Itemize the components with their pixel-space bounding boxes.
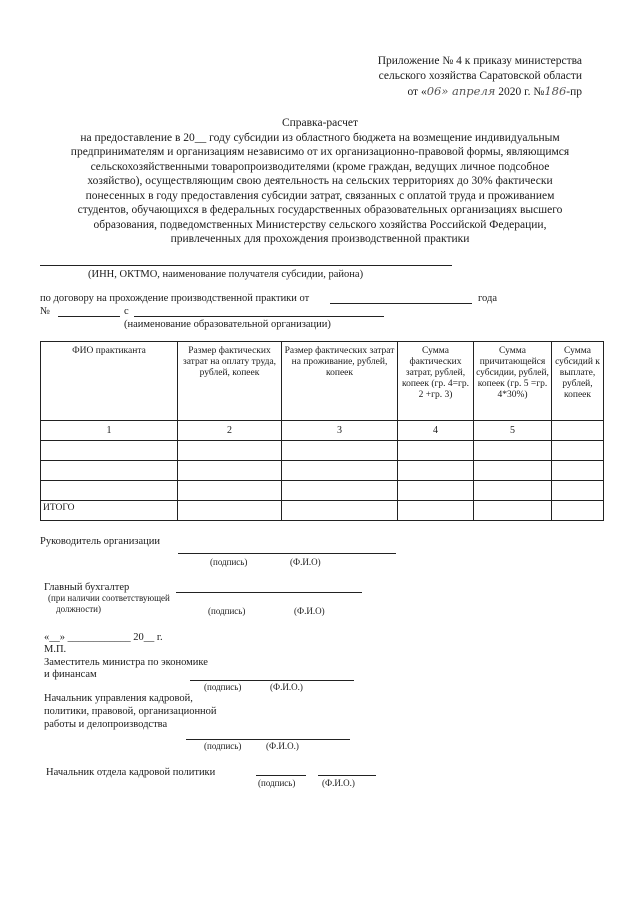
signature-caption: (подпись) <box>210 557 248 567</box>
column-number <box>552 421 604 441</box>
title-line: предпринимателям и организациям независимо от их организационно-правовой формы, являющимся <box>70 146 570 158</box>
table-cell[interactable] <box>398 501 474 521</box>
column-number: 3 <box>282 421 398 441</box>
date-year: 2020 г. № <box>495 86 545 98</box>
order-reference <box>320 54 582 100</box>
contract-label: по договору на прохождение производственной практики от <box>40 293 310 304</box>
column-number: 4 <box>398 421 474 441</box>
organization-caption: (наименование образовательной организации) <box>124 319 331 330</box>
contract-organization-field[interactable] <box>134 316 384 317</box>
table-cell[interactable] <box>282 461 398 481</box>
table-cell[interactable] <box>178 461 282 481</box>
table-cell[interactable] <box>552 461 604 481</box>
contract-date-field[interactable] <box>330 303 472 304</box>
column-header: Размер фактических затрат на оплату труда, рублей, копеек <box>178 342 282 421</box>
table-cell[interactable] <box>178 501 282 521</box>
column-number: 5 <box>474 421 552 441</box>
table-cell[interactable] <box>41 481 178 501</box>
table-cell[interactable] <box>178 441 282 461</box>
column-header: Сумма причитающейся субсидии, рублей, копеек (гр. 5 =гр. 4*30%) <box>474 342 552 421</box>
fio-caption: (Ф.И.О) <box>290 557 321 567</box>
table-row <box>41 441 604 461</box>
accountant-note-line-1: (при наличии соответствующей <box>48 593 170 603</box>
column-number-row <box>41 421 604 441</box>
table-cell[interactable] <box>398 481 474 501</box>
recipient-fill-line[interactable] <box>40 265 452 266</box>
document-title: Справка-расчет <box>281 117 359 129</box>
total-label: ИТОГО <box>41 501 178 521</box>
order-suffix: -пр <box>566 86 582 98</box>
title-line: сельскохозяйственными товаропроизводителями (кроме граждан, ведущих личное подсобное <box>90 160 550 173</box>
accountant-note-line-2: должности) <box>56 604 101 614</box>
table-cell[interactable] <box>41 441 178 461</box>
header-line-2: сельского хозяйства Саратовской области <box>378 70 582 82</box>
deputy-signature-line[interactable] <box>190 680 354 681</box>
table-cell[interactable] <box>398 441 474 461</box>
calculation-table <box>40 341 604 521</box>
date-prefix: от « <box>407 86 427 98</box>
title-line: образования, подведомственных Министерству сельского хозяйства Российской Федерации, <box>93 218 547 231</box>
handwritten-month: » апреля <box>441 84 496 98</box>
column-header: ФИО практиканта <box>41 342 178 421</box>
chief-label-1: Начальник управления кадровой, <box>44 693 193 704</box>
fio-caption: (Ф.И.О.) <box>322 778 355 788</box>
head-of-organization-label: Руководитель организации <box>40 536 160 547</box>
handwritten-day: 06 <box>426 84 442 98</box>
recipient-caption: (ИНН, ОКТМО, наименование получателя субсидии, района) <box>88 269 364 280</box>
deputy-minister-label-1: Заместитель министра по экономике <box>44 657 208 668</box>
fio-caption: (Ф.И.О.) <box>270 682 303 692</box>
table-header-row <box>41 342 604 421</box>
table-cell[interactable] <box>474 441 552 461</box>
chief-label-3: работы и делопроизводства <box>44 719 168 730</box>
document-title-block <box>40 116 600 247</box>
chief-signature-line[interactable] <box>186 739 350 740</box>
handwritten-order-number: 186 <box>544 84 567 98</box>
signature-caption: (подпись) <box>204 741 242 751</box>
chief-accountant-label: Главный бухгалтер <box>44 582 130 593</box>
signature-caption: (подпись) <box>204 682 242 692</box>
hr-signature-line[interactable] <box>256 775 306 776</box>
signature-caption: (подпись) <box>258 778 296 788</box>
contract-number-field[interactable] <box>58 316 120 317</box>
total-row <box>41 501 604 521</box>
table-cell[interactable] <box>474 481 552 501</box>
title-line: хозяйство), осуществляющим свою деятельность на сельских территориях до 30% фактически <box>87 175 553 187</box>
deputy-minister-label-2: и финансам <box>44 669 97 680</box>
contract-year-label: года <box>478 293 497 304</box>
table-cell[interactable] <box>398 461 474 481</box>
contract-number-label: № <box>40 306 51 317</box>
chief-label-2: политики, правовой, организационной <box>44 706 217 717</box>
column-number: 1 <box>41 421 178 441</box>
table-cell[interactable] <box>474 501 552 521</box>
column-header: Размер фактических затрат на проживание, рублей, копеек <box>282 342 398 421</box>
table-cell[interactable] <box>282 441 398 461</box>
column-header: Сумма субсидий к выплате, рублей, копеек <box>552 342 604 421</box>
signature-caption: (подпись) <box>208 606 246 616</box>
hr-policy-head-label: Начальник отдела кадровой политики <box>46 767 216 778</box>
table-row <box>41 481 604 501</box>
stamp-place: М.П. <box>44 644 67 655</box>
title-line: студентов, обучающихся в федеральных государственных образовательных организациях высшего <box>77 204 563 216</box>
table-cell[interactable] <box>282 501 398 521</box>
table-cell[interactable] <box>552 441 604 461</box>
table-cell[interactable] <box>178 481 282 501</box>
table-cell[interactable] <box>282 481 398 501</box>
header-line-3 <box>320 84 582 100</box>
contract-from-label: с <box>124 306 129 317</box>
title-line: привлеченных для прохождения производственной практики <box>170 233 470 245</box>
table-cell[interactable] <box>552 481 604 501</box>
table-row <box>41 461 604 481</box>
table-cell[interactable] <box>474 461 552 481</box>
column-number: 2 <box>178 421 282 441</box>
head-signature-line[interactable] <box>178 553 396 554</box>
table-cell[interactable] <box>552 501 604 521</box>
title-line: понесенных в году предоставления субсидии затрат, связанных с оплатой труда и проживанием <box>85 189 555 202</box>
header-line-1: Приложение № 4 к приказу министерства <box>377 55 582 67</box>
title-line: на предоставление в 20__ году субсидии из областного бюджета на возмещение индивидуальным <box>80 131 560 144</box>
accountant-signature-line[interactable] <box>176 592 362 593</box>
table-cell[interactable] <box>41 461 178 481</box>
fio-caption: (Ф.И.О.) <box>266 741 299 751</box>
date-line: «__» ____________ 20__ г. <box>44 632 163 643</box>
fio-caption: (Ф.И.О) <box>294 606 325 616</box>
hr-fio-line[interactable] <box>318 775 376 776</box>
column-header: Сумма фактических затрат, рублей, копеек (гр. 4=гр. 2 +гр. 3) <box>398 342 474 421</box>
